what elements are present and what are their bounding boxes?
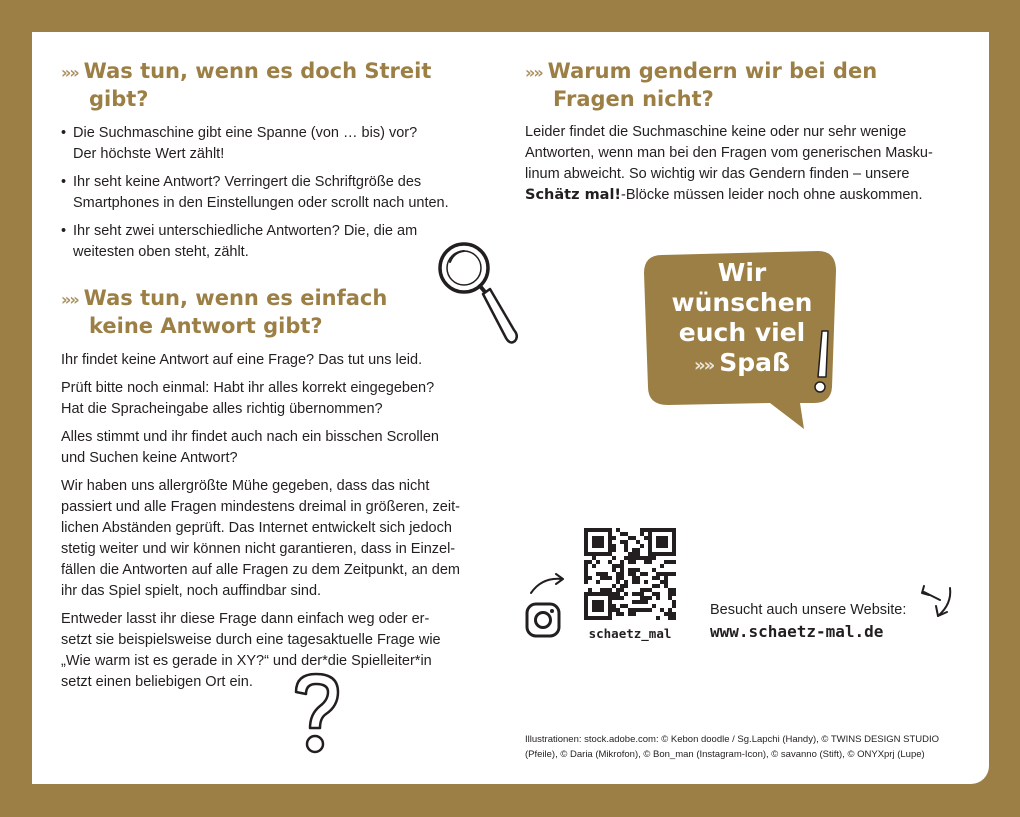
heading-streit: »» Was tun, wenn es doch Streit gibt? — [61, 59, 432, 111]
paragraph: Wir haben uns allergrößte Mühe gegeben, dass das nicht passiert und alle Fragen mindestens dreimal in größeren, zeit- lichen Abständen geprüft. Das Internet entwickelt sich jedoch stetig weiter und wir können nicht garantieren, dass in Einzel- fällen die Antworten auf alle Fragen zu dem Zeitpunkt, an dem ihr das Spiel spielt, noch auffindbar sind. — [61, 478, 460, 599]
card-page — [32, 32, 989, 784]
chevron-marker-icon: »» — [525, 63, 542, 82]
paragraph: Ihr findet keine Antwort auf eine Frage? Das tut uns leid. — [61, 352, 423, 368]
bullet-list — [61, 123, 491, 263]
left-column — [61, 58, 491, 700]
curved-arrow-icon — [528, 573, 568, 597]
question-mark-icon — [290, 670, 342, 758]
chevron-marker-icon: »» — [61, 290, 78, 309]
qr-code[interactable] — [584, 528, 676, 620]
list-item: • Ihr seht zwei unterschiedliche Antworten? Die, die am weitesten oben steht, zählt. — [73, 221, 491, 263]
list-item: • Die Suchmaschine gibt eine Spanne (von … bis) vor? Der höchste Wert zählt! — [73, 123, 491, 165]
section-keine-antwort — [61, 285, 491, 693]
paragraph: Alles stimmt und ihr findet auch nach ein bisschen Scrollen und Suchen keine Antwort? — [61, 429, 439, 466]
website-label: Besucht auch unsere Website: — [710, 602, 907, 618]
section-gendern — [525, 58, 965, 206]
chevron-marker-icon: »» — [693, 355, 714, 376]
paragraph: Prüft bitte noch einmal: Habt ihr alles korrekt eingegeben? Hat die Spracheingabe alles richtig übernommen? — [61, 380, 435, 417]
chevron-marker-icon: »» — [61, 63, 78, 82]
brand-name: Schätz mal! — [525, 187, 622, 203]
website-link[interactable]: www.schaetz-mal.de — [710, 622, 884, 641]
instagram-handle[interactable]: schaetz_mal — [588, 626, 672, 641]
image-credits: Illustrationen: stock.adobe.com: © Kebon doodle / Sg.Lapchi (Handy), © TWINS DESIGN STUDIO (Pfeile), © Daria (Mikrofon), © Bon_man (Instagram-Icon), © savanno (Stift), © ONYXprj (Lupe) — [525, 734, 940, 760]
bubble-text: Wir wünschen euch viel »» Spaß — [671, 258, 813, 377]
heading-gendern: »» Warum gendern wir bei den Fragen nicht? — [525, 59, 878, 111]
heading-keine-antwort: »» Was tun, wenn es einfach keine Antwort gibt? — [61, 286, 388, 338]
curved-arrow-icon — [920, 584, 956, 620]
magnifier-icon — [436, 240, 518, 352]
instagram-icon[interactable] — [525, 602, 561, 638]
list-item: • Ihr seht keine Antwort? Verringert die Schriftgröße des Smartphones in den Einstellungen oder scrollt nach unten. — [73, 172, 491, 214]
paragraph: Leider findet die Suchmaschine keine oder nur sehr wenige Antworten, wenn man bei den Fragen vom generischen Masku- linum abweicht. So wichtig wir das Gendern finden – unsere Schätz mal!-Blöcke müssen leider noch ohne auskommen. — [525, 124, 933, 203]
section-streit — [61, 58, 491, 263]
paragraph: Entweder lasst ihr diese Frage dann einfach weg oder er- setzt sie beispielsweise durch eine tagesaktuelle Frage wie „Wie warm ist es gerade in XY?“ und der*die Spielleiter*in setzt einen beliebigen Ort ein. — [61, 611, 441, 690]
right-column — [525, 58, 965, 213]
